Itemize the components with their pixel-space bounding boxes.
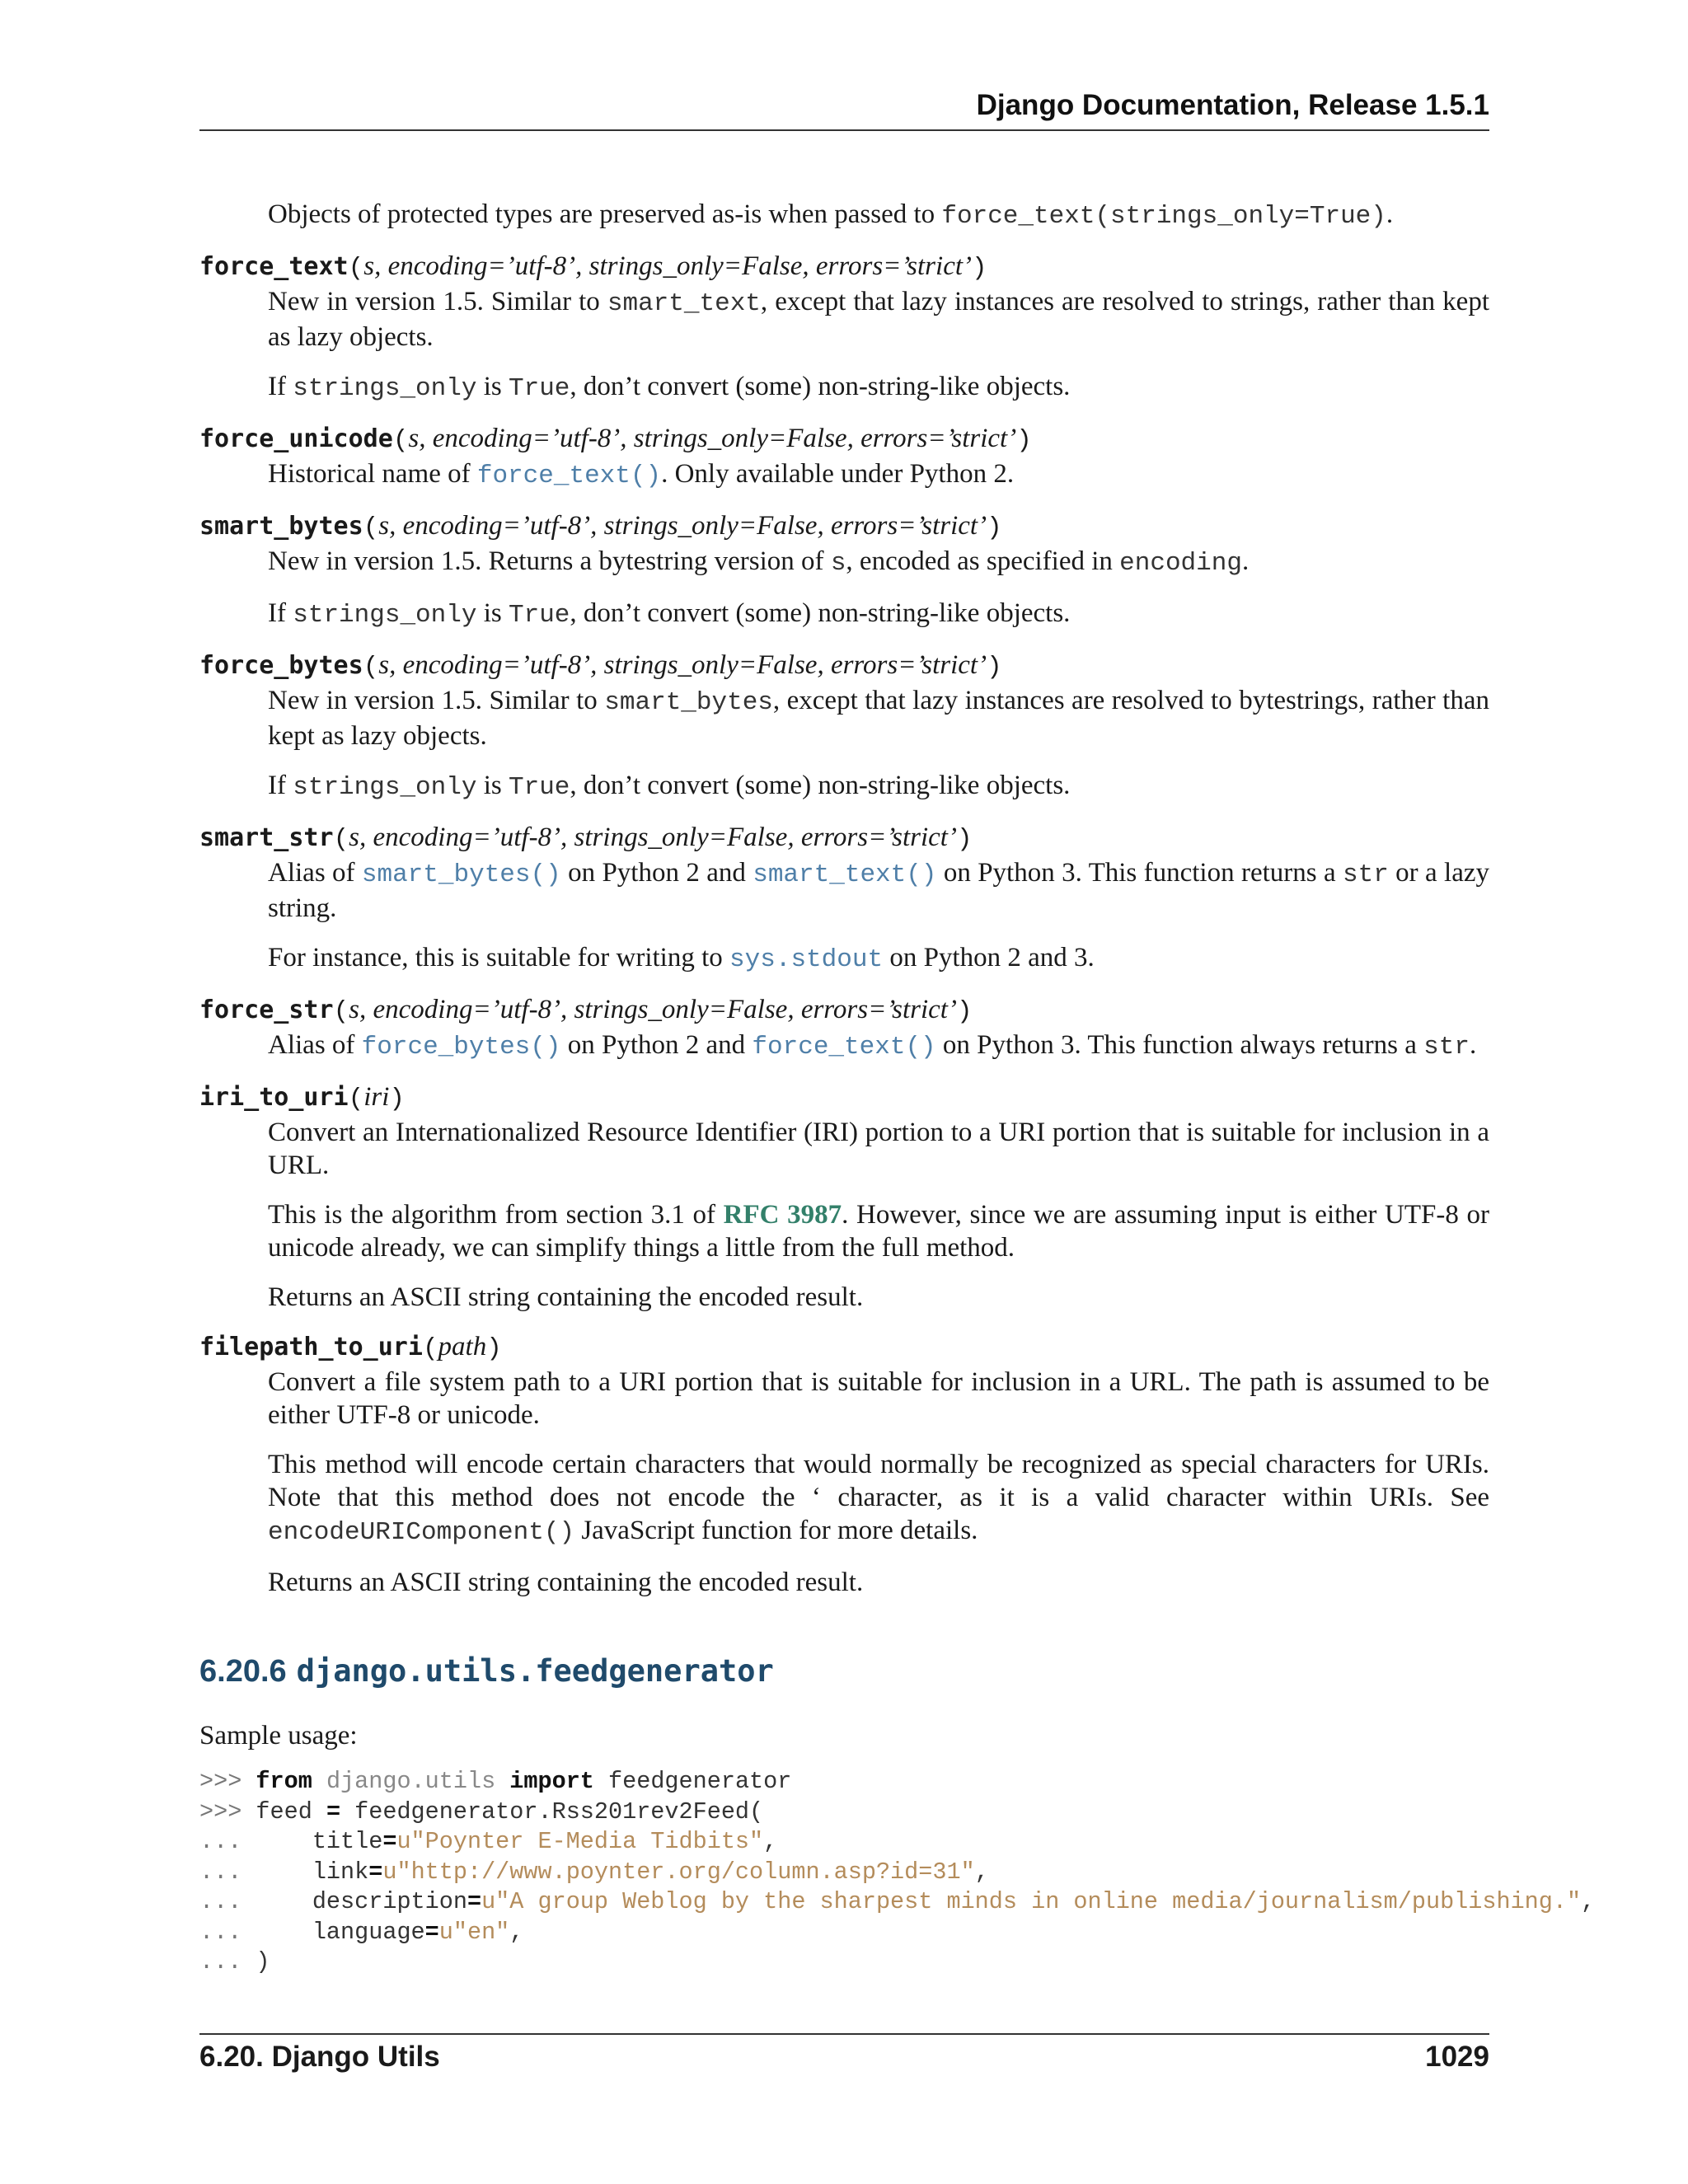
- description: Returns an ASCII string containing the encoded result.: [268, 1568, 864, 1597]
- def-filepath-to-uri: [199, 1330, 1489, 1599]
- function-name: smart_bytes: [199, 512, 363, 541]
- function-params: s, encoding=’utf-8’, strings_only=False, errors=’strict’: [378, 511, 987, 541]
- description: This is the algorithm from section 3.1 of RFC 3987. However, since we are assuming input is either UTF-8 or unicode already, we can simplify things a little from the full method.: [268, 1200, 1489, 1263]
- description: If strings_only is True, don’t convert (some) non-string-like objects.: [268, 372, 1071, 403]
- intro-code: force_text(strings_only=True): [941, 202, 1386, 231]
- xref-link[interactable]: force_text(): [752, 1033, 936, 1062]
- description: For instance, this is suitable for writing to sys.stdout on Python 2 and 3.: [268, 943, 1095, 974]
- function-params: s, encoding=’utf-8’, strings_only=False, errors=’strict’: [349, 823, 957, 852]
- function-params: s, encoding=’utf-8’, strings_only=False, errors=’strict’: [363, 251, 972, 281]
- inline-code: smart_bytes: [604, 688, 773, 717]
- function-name: force_text: [199, 252, 349, 281]
- signature: smart_bytes(s, encoding=’utf-8’, strings_only=False, errors=’strict’): [199, 511, 1002, 542]
- function-name: smart_str: [199, 823, 334, 852]
- xref-link[interactable]: smart_bytes(): [361, 860, 561, 889]
- def-force-text: [199, 250, 1489, 405]
- def-force-unicode: [199, 422, 1489, 493]
- description: Returns an ASCII string containing the encoded result.: [268, 1282, 864, 1312]
- page-number: 1029: [1425, 2041, 1489, 2073]
- description: Alias of force_bytes() on Python 2 and force_text() on Python 3. This function always returns a str.: [268, 1030, 1477, 1062]
- function-params: path: [438, 1332, 487, 1361]
- running-header: Django Documentation, Release 1.5.1: [976, 89, 1489, 121]
- inline-code: True: [509, 773, 570, 802]
- description: New in version 1.5. Returns a bytestring version of s, encoded as specified in encoding.: [268, 546, 1250, 578]
- intro-paragraph: [268, 198, 1489, 233]
- intro-end: .: [1386, 199, 1394, 229]
- description: New in version 1.5. Similar to smart_text, except that lazy instances are resolved to strings, rather than kept as lazy objects.: [268, 287, 1489, 352]
- function-params: s, encoding=’utf-8’, strings_only=False, errors=’strict’: [349, 995, 957, 1024]
- inline-code: encoding: [1119, 549, 1242, 578]
- description: Alias of smart_bytes() on Python 2 and smart_text() on Python 3. This function returns a str or a lazy string.: [268, 858, 1489, 923]
- def-force-bytes: [199, 649, 1489, 804]
- inline-code: smart_text: [607, 289, 761, 318]
- function-name: force_str: [199, 996, 334, 1024]
- def-smart-bytes: [199, 509, 1489, 632]
- inline-code: strings_only: [293, 773, 477, 802]
- xref-link[interactable]: sys.stdout: [729, 945, 884, 974]
- intro-text: Objects of protected types are preserved as-is when passed to: [268, 199, 942, 229]
- section-title: django.utils.feedgenerator: [296, 1653, 774, 1689]
- section-number: 6.20.6: [199, 1654, 287, 1689]
- xref-link[interactable]: force_text(): [476, 462, 662, 490]
- function-name: iri_to_uri: [199, 1083, 349, 1112]
- description: New in version 1.5. Similar to smart_bytes, except that lazy instances are resolved to bytestrings, rather than kept as lazy objects.: [268, 686, 1489, 751]
- signature: iri_to_uri(iri): [199, 1082, 406, 1113]
- description: If strings_only is True, don’t convert (some) non-string-like objects.: [268, 771, 1071, 802]
- signature: force_bytes(s, encoding=’utf-8’, strings_only=False, errors=’strict’): [199, 650, 1002, 682]
- inline-code: s: [830, 549, 846, 578]
- running-footer: [199, 2041, 1489, 2074]
- description: This method will encode certain characters that would normally be recognized as special characters for URIs. Note that this method does not encode the ‘ character, as it is a valid character within URIs. See encodeURIComponent() JavaScript function for more details.: [268, 1450, 1489, 1547]
- sample-usage-label: Sample usage:: [199, 1721, 358, 1750]
- xref-link[interactable]: smart_text(): [753, 860, 937, 889]
- signature: smart_str(s, encoding=’utf-8’, strings_only=False, errors=’strict’): [199, 823, 973, 854]
- def-iri-to-uri: [199, 1080, 1489, 1314]
- inline-code: strings_only: [293, 601, 477, 630]
- code-block: >>> from django.utils import feedgenerator >>> feed = feedgenerator.Rss201rev2Feed( ... title=u"Poynter E-Media Tidbits", ... link=u"http://www.poynter.org/column.asp?id=31", ... description=u"A group Weblog by the sharpest minds in online media/journalism/publishing.", ... language=u"en", ... ): [199, 1768, 1596, 1975]
- function-name: force_unicode: [199, 424, 393, 453]
- inline-code: str: [1423, 1033, 1470, 1062]
- description: Historical name of force_text(). Only available under Python 2.: [268, 459, 1015, 490]
- signature: force_unicode(s, encoding=’utf-8’, strings_only=False, errors=’strict’): [199, 424, 1032, 455]
- inline-code: True: [509, 601, 570, 630]
- section-heading: [199, 1653, 1489, 1690]
- inline-code: True: [509, 374, 570, 403]
- def-smart-str: [199, 821, 1489, 977]
- description: If strings_only is True, don’t convert (some) non-string-like objects.: [268, 598, 1071, 630]
- inline-code: str: [1342, 860, 1389, 889]
- signature: force_text(s, encoding=’utf-8’, strings_only=False, errors=’strict’): [199, 251, 987, 283]
- function-name: filepath_to_uri: [199, 1333, 423, 1361]
- signature: filepath_to_uri(path): [199, 1332, 502, 1363]
- function-params: s, encoding=’utf-8’, strings_only=False, errors=’strict’: [408, 424, 1017, 453]
- footer-rule: [199, 2033, 1489, 2035]
- xref-link[interactable]: force_bytes(): [361, 1033, 561, 1062]
- page-body: [199, 198, 1596, 1978]
- description: Convert a file system path to a URI portion that is suitable for inclusion in a URL. The path is assumed to be either UTF-8 or unicode.: [268, 1367, 1489, 1430]
- footer-section: 6.20. Django Utils: [199, 2041, 440, 2073]
- inline-code: strings_only: [293, 374, 477, 403]
- function-name: force_bytes: [199, 651, 363, 680]
- inline-code: encodeURIComponent(): [268, 1518, 575, 1547]
- rfc-link[interactable]: RFC 3987: [723, 1200, 842, 1230]
- description: Convert an Internationalized Resource Identifier (IRI) portion to a URI portion that is suitable for inclusion in a URL.: [268, 1118, 1489, 1180]
- def-force-str: [199, 993, 1489, 1064]
- header-rule: [199, 129, 1489, 131]
- function-params: iri: [363, 1082, 390, 1112]
- signature: force_str(s, encoding=’utf-8’, strings_only=False, errors=’strict’): [199, 995, 973, 1026]
- function-params: s, encoding=’utf-8’, strings_only=False, errors=’strict’: [378, 650, 987, 680]
